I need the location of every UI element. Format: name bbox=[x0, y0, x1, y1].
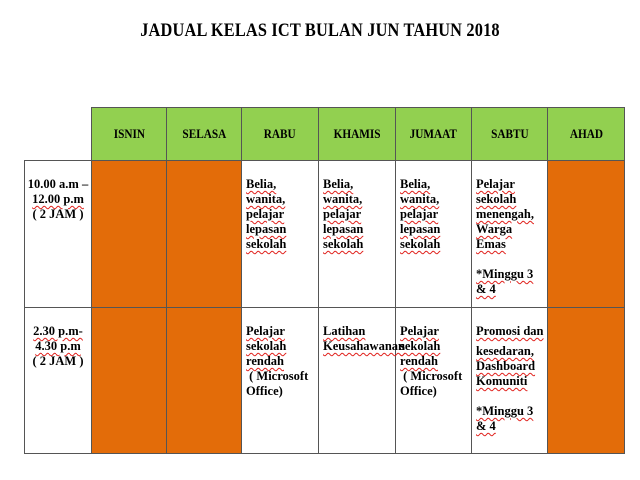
schedule-table bbox=[24, 107, 625, 454]
page-title: JADUAL KELAS ICT BULAN JUN TAHUN 2018 bbox=[140, 20, 500, 41]
closed-cell-ahad bbox=[548, 161, 625, 308]
class-cell-jumaat: Belia, wanita, pelajar lepasan sekolah bbox=[396, 161, 472, 308]
class-cell-sabtu: Promosi dan kesedaran, Dashboard Komuniti *Minggu 3 & 4 bbox=[472, 308, 548, 454]
closed-cell-isnin bbox=[92, 308, 167, 454]
class-cell-khamis: Latihan Keusahawanan bbox=[319, 308, 396, 454]
time-cell: 10.00 a.m – 12.00 p.m ( 2 JAM ) bbox=[25, 161, 92, 308]
class-cell-sabtu: Pelajar sekolah menengah, Warga Emas *Minggu 3 & 4 bbox=[472, 161, 548, 308]
time-cell: 2.30 p.m- 4.30 p.m ( 2 JAM ) bbox=[25, 308, 92, 454]
closed-cell-isnin bbox=[92, 161, 167, 308]
day-header-jumaat: JUMAAT bbox=[396, 108, 472, 161]
day-header-rabu: RABU bbox=[242, 108, 319, 161]
day-header-isnin: ISNIN bbox=[92, 108, 167, 161]
closed-cell-ahad bbox=[548, 308, 625, 454]
day-header-selasa: SELASA bbox=[167, 108, 242, 161]
day-header-sabtu: SABTU bbox=[472, 108, 548, 161]
note-text: *Minggu 3 & 4 bbox=[476, 404, 534, 433]
class-cell-rabu: Pelajar sekolah rendah ( Microsoft Office) bbox=[242, 308, 319, 454]
header-row bbox=[25, 108, 625, 161]
class-cell-jumaat: Pelajar sekolah rendah ( Microsoft Office) bbox=[396, 308, 472, 454]
table-row bbox=[25, 308, 625, 454]
closed-cell-selasa bbox=[167, 161, 242, 308]
closed-cell-selasa bbox=[167, 308, 242, 454]
corner-cell bbox=[25, 108, 92, 161]
class-cell-rabu: Belia, wanita, pelajar lepasan sekolah bbox=[242, 161, 319, 308]
class-cell-khamis: Belia, wanita, pelajar lepasan sekolah bbox=[319, 161, 396, 308]
day-header-ahad: AHAD bbox=[548, 108, 625, 161]
note-text: *Minggu 3 & 4 bbox=[476, 267, 534, 296]
day-header-khamis: KHAMIS bbox=[319, 108, 396, 161]
table-row bbox=[25, 161, 625, 308]
